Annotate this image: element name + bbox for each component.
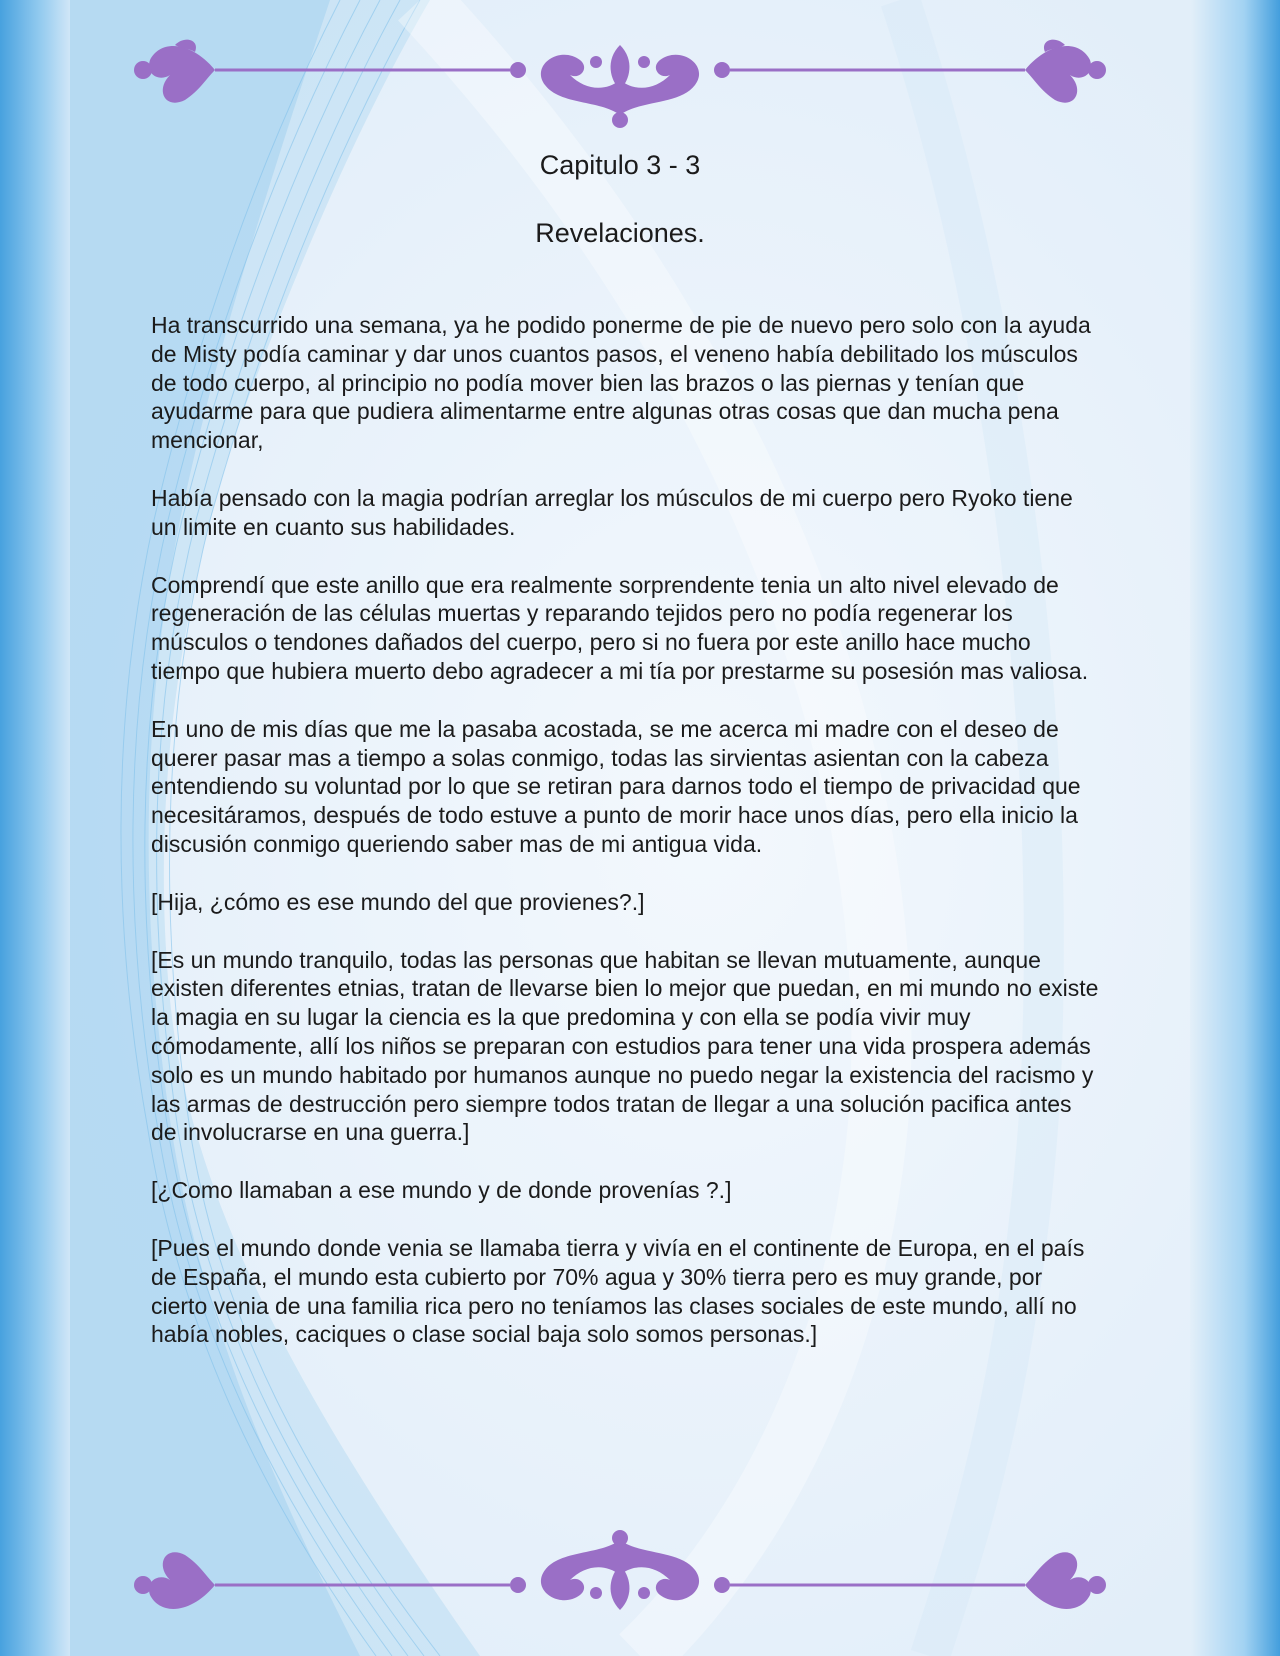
dialogue-question-2: [¿Como llamaban a ese mundo y de donde provenías ?.] [151,1177,732,1204]
dialogue-answer-1: [Es un mundo tranquilo, todas las personas que habitan se llevan mutuamente, aunque existen diferentes etnias, tratan de llevarse bien lo mejor que puedan, en mi mundo no existe la magia en su lugar la ciencia es la que predomina y con ella se podía vivir muy cómodamente, allí los niños se preparan con estudios para tener una vida prospera además solo es un mundo habitado por humanos aunque no puedo negar la existencia del racismo y las armas de destrucción pero siempre todos tratan de llegar a una solución pacifica antes de involucrarse en una guerra.] [151,946,1099,1146]
dialogue-answer-2: [Pues el mundo donde venia se llamaba tierra y vivía en el continente de Europa, en el país de España, el mundo esta cubierto por 70% agua y 30% tierra pero es muy grande, por cierto venia de una familia rica pero no teníamos las clases sociales de este mundo, allí no había nobles, caciques o clase social baja solo somos personas.] [151,1234,1085,1348]
paragraph-4: En uno de mis días que me la pasaba acostada, se me acerca mi madre con el deseo de querer pasar mas a tiempo a solas conmigo, todas las sirvientas asientan con la cabeza entendiendo su voluntad por lo que se retiran para darnos todo el tiempo de privacidad que necesitáramos, después de todo estuve a punto de morir hace unos días, pero ella inicio la discusión conmigo queriendo saber mas de mi antigua vida. [151,715,1081,857]
paragraph-1: Ha transcurrido una semana, ya he podido ponerme de pie de nuevo pero solo con la ayuda de Misty podía caminar y dar unos cuantos pasos, el veneno había debilitado los músculos de todo cuerpo, al principio no podía mover bien las brazos o las piernas y tenían que ayudarme para que pudiera alimentarme entre algunas otras cosas que dan mucha pena mencionar, [151,312,1091,454]
chapter-subtitle: Revelaciones. [535,218,705,248]
chapter-title: Capitulo 3 - 3 [539,150,701,180]
dialogue-question-1: [Hija, ¿cómo es ese mundo del que provienes?.] [151,888,645,915]
paragraph-3: Comprendí que este anillo que era realmente sorprendente tenia un alto nivel elevado de regeneración de las células muertas y reparando tejidos pero no podía regenerar los músculos o tendones dañados del cuerpo, pero si no fuera por este anillo hace mucho tiempo que hubiera muerto debo agradecer a mi tía por prestarme su posesión mas valiosa. [151,571,1089,684]
body-text [151,311,1101,1378]
paragraph-2: Había pensado con la magia podrían arreglar los músculos de mi cuerpo pero Ryoko tiene un limite en cuanto sus habilidades. [151,484,1073,540]
